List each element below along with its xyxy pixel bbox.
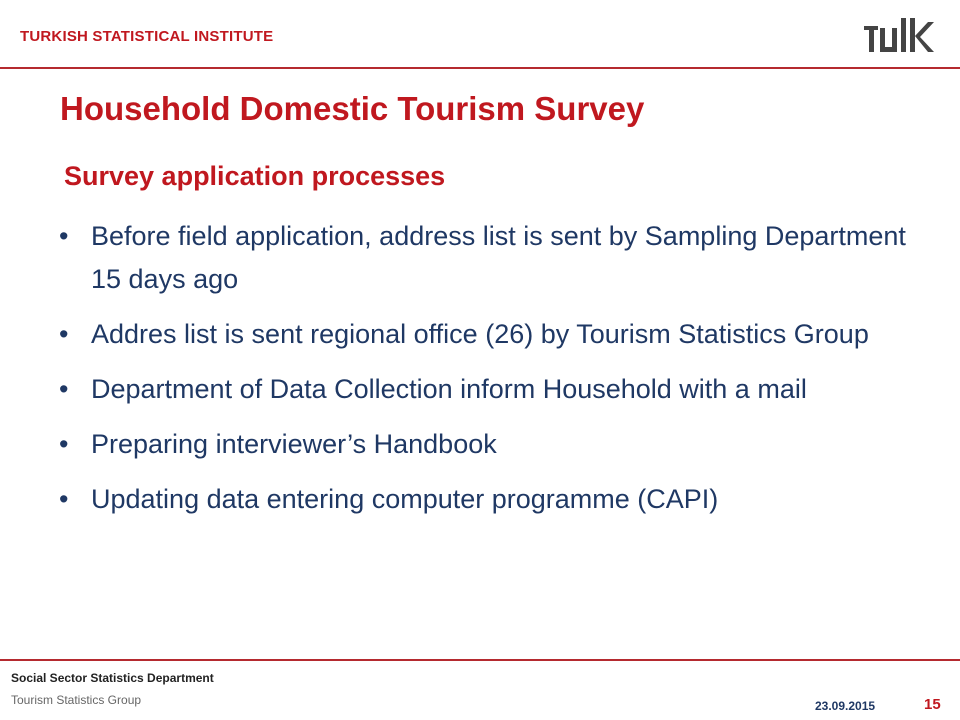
footer-department: Social Sector Statistics Department bbox=[11, 671, 214, 685]
bullet-list bbox=[55, 215, 925, 533]
footer-group: Tourism Statistics Group bbox=[11, 693, 142, 707]
bullet-dot-icon: • bbox=[59, 319, 69, 349]
bullet-text: Preparing interviewer’s Handbook bbox=[91, 429, 497, 459]
header-divider bbox=[0, 67, 960, 69]
bullet-text: Updating data entering computer programme (CAPI) bbox=[91, 484, 719, 514]
bullet-text: Department of Data Collection inform Household with a mail bbox=[91, 374, 807, 404]
bullet-item bbox=[55, 423, 925, 466]
bullet-dot-icon: • bbox=[59, 429, 69, 459]
bullet-text: Addres list is sent regional office (26) by Tourism Statistics Group bbox=[91, 319, 869, 349]
bullet-item bbox=[55, 313, 925, 356]
footer-divider bbox=[0, 659, 960, 661]
bullet-dot-icon: • bbox=[59, 374, 69, 404]
institute-name: TURKISH STATISTICAL INSTITUTE bbox=[20, 28, 274, 45]
footer-date: 23.09.2015 bbox=[815, 699, 876, 713]
tuik-logo bbox=[864, 14, 936, 54]
bullet-item bbox=[55, 478, 925, 521]
bullet-dot-icon: • bbox=[59, 484, 69, 514]
slide-subtitle: Survey application processes bbox=[64, 161, 446, 191]
bullet-item bbox=[55, 215, 925, 301]
bullet-item bbox=[55, 368, 925, 411]
page-number: 15 bbox=[924, 696, 941, 713]
bullet-dot-icon: • bbox=[59, 221, 69, 251]
slide-title: Household Domestic Tourism Survey bbox=[60, 90, 645, 127]
bullet-text: Before field application, address list is sent by Sampling Department 15 days ago bbox=[91, 221, 906, 294]
